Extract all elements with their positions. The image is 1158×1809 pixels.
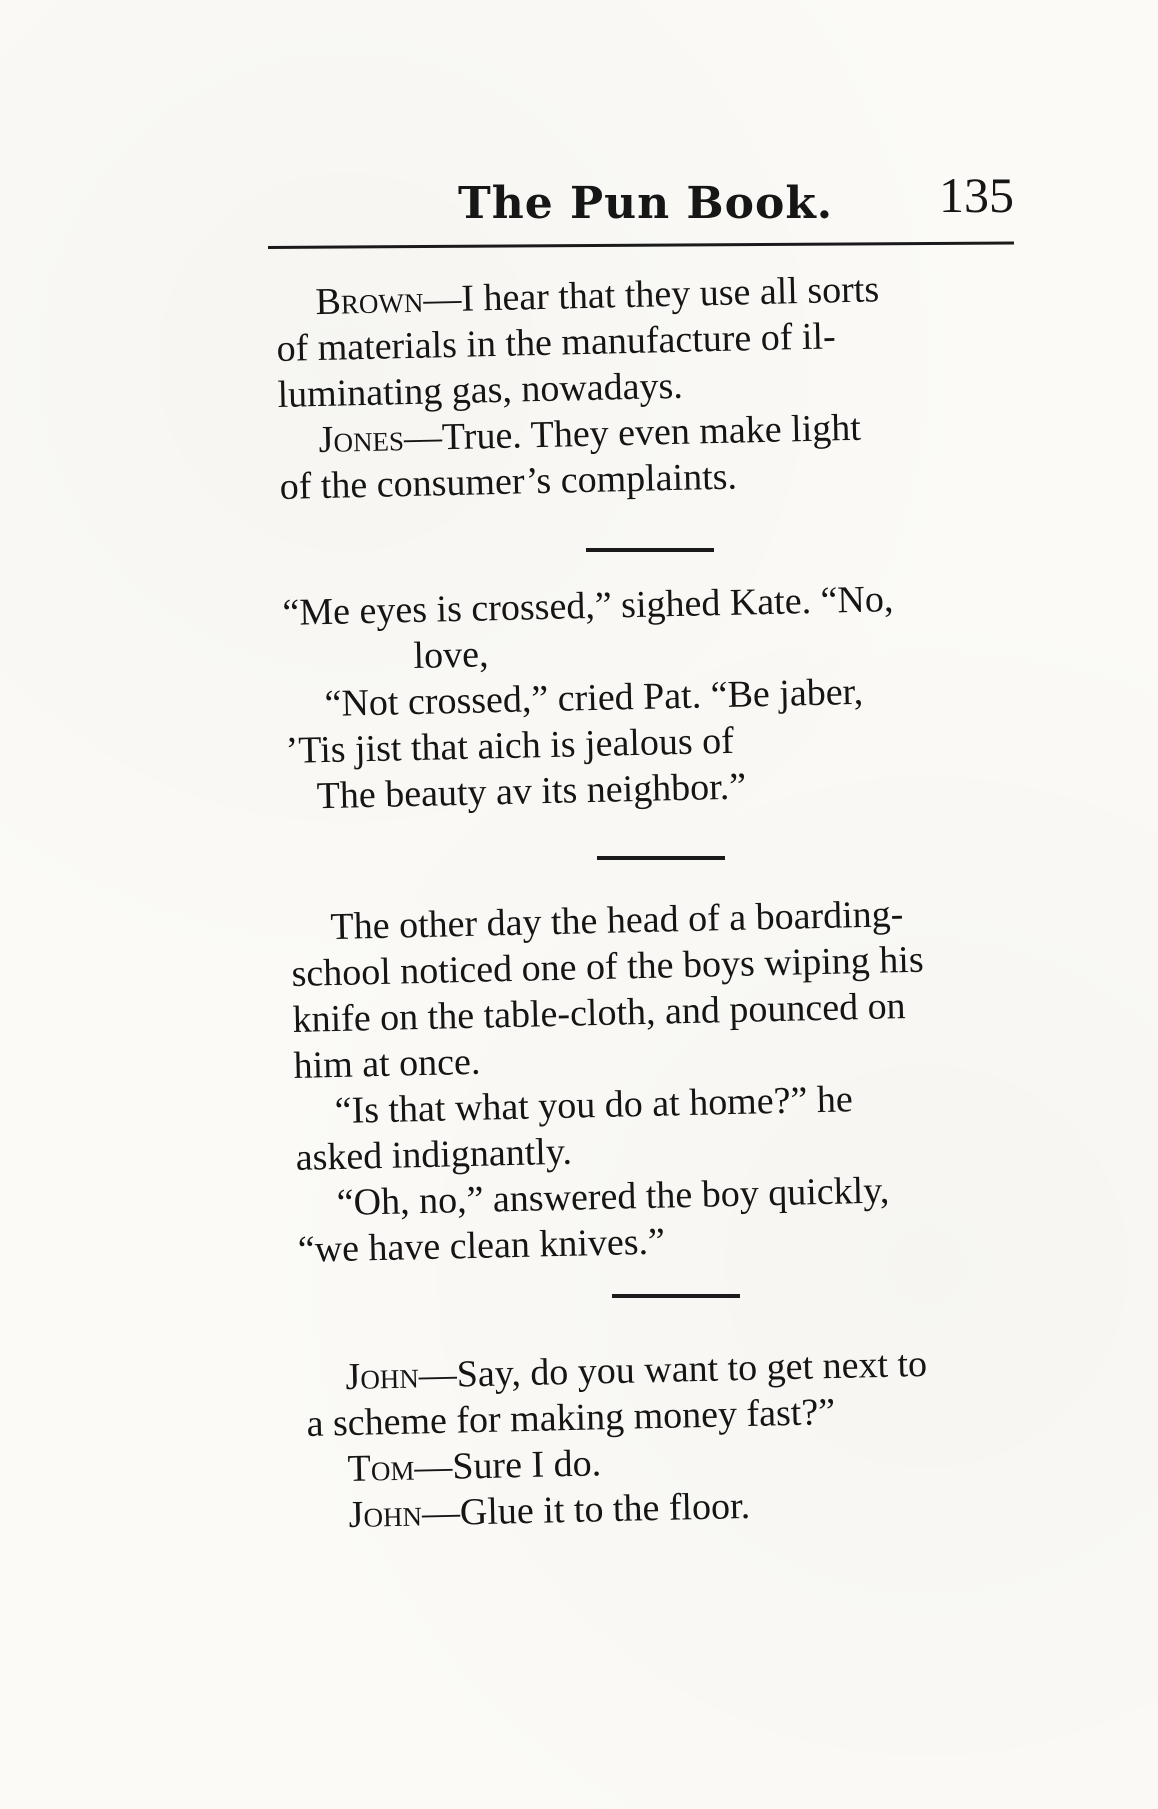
joke-line: knife on the table-cloth, and pounced on xyxy=(292,985,907,1041)
joke-brown-jones xyxy=(275,263,1040,510)
line-text: —Say, do you want to get next to xyxy=(418,1342,928,1397)
page-header xyxy=(268,150,1014,254)
section-divider xyxy=(586,548,714,552)
speaker-name: Jones xyxy=(318,417,405,462)
joke-boarding-school xyxy=(290,888,1068,1273)
joke-line: school noticed one of the boys wiping his xyxy=(291,938,925,995)
joke-line: The other day the head of a boarding- xyxy=(330,893,904,949)
running-title: The Pun Book. xyxy=(458,178,834,229)
joke-line: The beauty av its neighbor.” xyxy=(316,765,747,818)
speaker-name: John xyxy=(345,1354,420,1399)
joke-line: “Not crossed,” cried Pat. “Be jaber, xyxy=(324,670,864,726)
speaker-name: Tom xyxy=(347,1446,415,1491)
joke-line: ’Tis jist that aich is jealous of xyxy=(285,719,735,772)
section-divider xyxy=(597,856,725,860)
header-rule xyxy=(268,241,1014,249)
speaker-name: Brown xyxy=(315,278,424,324)
joke-line: “Is that what you do at home?” he xyxy=(334,1078,854,1133)
joke-line: “we have clean knives.” xyxy=(297,1220,666,1271)
joke-line: of the consumer’s complaints. xyxy=(279,455,738,508)
joke-line: him at once. xyxy=(293,1040,481,1087)
line-text: —Glue it to the floor. xyxy=(421,1484,751,1535)
joke-line: luminating gas, nowadays. xyxy=(277,364,684,416)
page-number: 135 xyxy=(939,167,1014,223)
joke-line: “Me eyes is crossed,” sighed Kate. “No, xyxy=(282,578,894,634)
joke-john-tom xyxy=(305,1338,1069,1539)
line-text: —Sure I do. xyxy=(413,1442,602,1489)
speaker-name: John xyxy=(348,1492,423,1537)
joke-line: a scheme for making money fast?” xyxy=(306,1390,836,1445)
line-text: —True. They even make light xyxy=(403,406,862,460)
section-divider xyxy=(612,1294,740,1298)
line-text: —I hear that they use all sorts xyxy=(422,268,880,321)
joke-line: asked indignantly. xyxy=(295,1130,573,1179)
joke-kate-pat xyxy=(282,573,1047,820)
joke-line: of materials in the manufacture of il- xyxy=(276,315,837,370)
joke-line: “Oh, no,” answered the boy quickly, xyxy=(336,1169,890,1225)
joke-line: love, xyxy=(413,633,489,678)
